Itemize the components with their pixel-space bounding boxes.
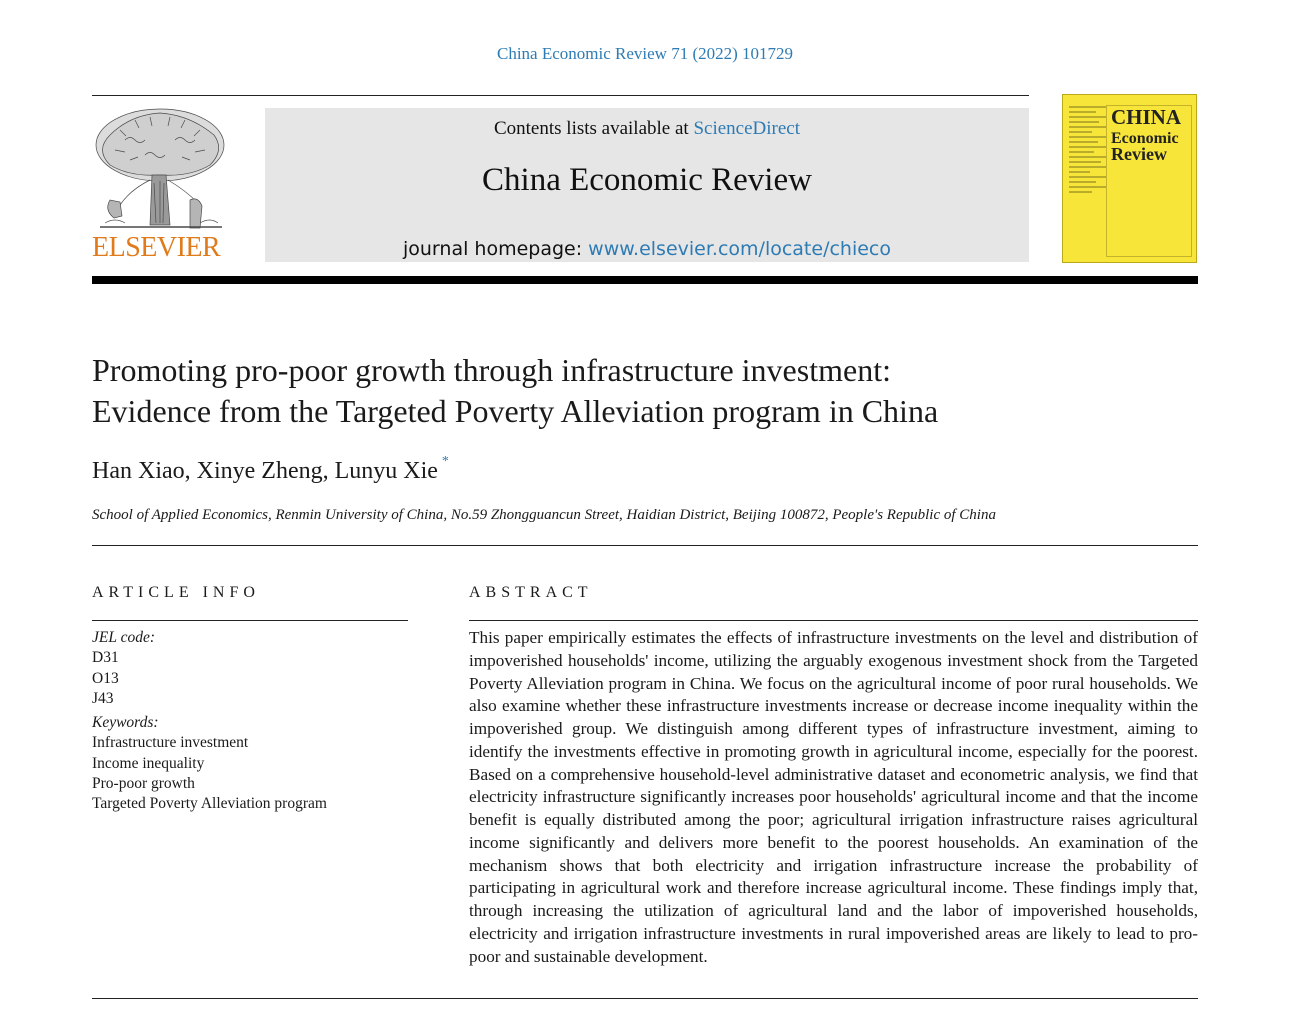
article-info-heading: ARTICLE INFO: [92, 584, 260, 601]
article-title-line-1: Promoting pro-poor growth through infrastructure investment:: [92, 352, 891, 388]
journal-header-box: [265, 108, 1029, 262]
article-info-rule: [92, 620, 408, 621]
cover-contents-strip: [1069, 103, 1107, 253]
cover-title-economic: Economic: [1111, 130, 1179, 147]
section-divider: [92, 545, 1198, 546]
contents-available-line: [265, 118, 1029, 140]
jel-code-item: O13: [92, 669, 119, 687]
article-title: [92, 350, 1202, 432]
jel-code-item: D31: [92, 649, 119, 667]
journal-cover-thumbnail[interactable]: [1062, 94, 1197, 263]
keyword-item: Targeted Poverty Alleviation program: [92, 795, 327, 813]
keyword-item: Infrastructure investment: [92, 734, 249, 752]
elsevier-wordmark: ELSEVIER: [92, 232, 221, 263]
keywords-label: Keywords:: [92, 714, 159, 732]
header-top-rule: [92, 95, 1029, 96]
abstract-heading: ABSTRACT: [469, 584, 593, 601]
cover-title-review: Review: [1111, 144, 1167, 164]
abstract-rule: [469, 620, 1198, 621]
journal-name: China Economic Review: [482, 162, 812, 198]
keyword-item: Income inequality: [92, 754, 205, 772]
authors-names: Han Xiao, Xinye Zheng, Lunyu Xie: [92, 458, 438, 484]
contents-prefix: Contents lists available at: [493, 118, 694, 139]
jel-code-label: JEL code:: [92, 629, 155, 646]
cover-title-china: CHINA: [1111, 105, 1182, 129]
citation-link[interactable]: China Economic Review 71 (2022) 101729: [496, 44, 794, 63]
abstract-bottom-rule: [92, 998, 1198, 999]
journal-homepage-line: [265, 238, 1029, 260]
author-affiliation: School of Applied Economics, Renmin University of China, No.59 Zhongguancun Street, Haidian District, Beijing 100872, People's Republic of China: [92, 507, 996, 523]
header-thick-rule: [92, 276, 1198, 284]
jel-code-item: J43: [92, 689, 114, 707]
sciencedirect-link[interactable]: ScienceDirect: [693, 118, 801, 139]
author-list: [92, 454, 449, 485]
corresponding-author-mark[interactable]: *: [441, 454, 449, 469]
keyword-item: Pro-poor growth: [92, 775, 195, 793]
journal-citation[interactable]: [0, 44, 1290, 64]
article-info-list: [92, 628, 327, 815]
abstract-text: This paper empirically estimates the effects of infrastructure investments on the level and distribution of impoverished households' income, utilizing the arguably exogenous investment shock from the Targeted Poverty Alleviation program in China. We focus on the agricultural income of poor rural households. We also examine whether these infrastructure investments increase or decrease income inequality within the impoverished group. We distinguish among different types of infrastructure investment, aiming to identify the investments effective in promoting growth in agricultural income, especially for the poorest. Based on a comprehensive household-level administrative dataset and econometric analysis, we find that electricity infrastructure significantly increases poor households' agricultural income and that the income benefit is equally distributed among the poor; agricultural irrigation infrastructure raises agricultural income significantly and delivers more benefit to the poorest households. An examination of the mechanism shows that both electricity and irrigation infrastructure increase the probability of participating in agricultural work and therefore increase agricultural income. These findings imply that, through increasing the utilization of agricultural land and the labor of impoverished households, electricity and irrigation infrastructure investments in rural impoverished areas are likely to lead to pro-poor and sustainable development.: [469, 628, 1198, 966]
homepage-prefix: journal homepage:: [402, 238, 589, 260]
journal-homepage-link[interactable]: www.elsevier.com/locate/chieco: [588, 238, 892, 260]
article-title-line-2: Evidence from the Targeted Poverty Alleviation program in China: [92, 393, 939, 429]
